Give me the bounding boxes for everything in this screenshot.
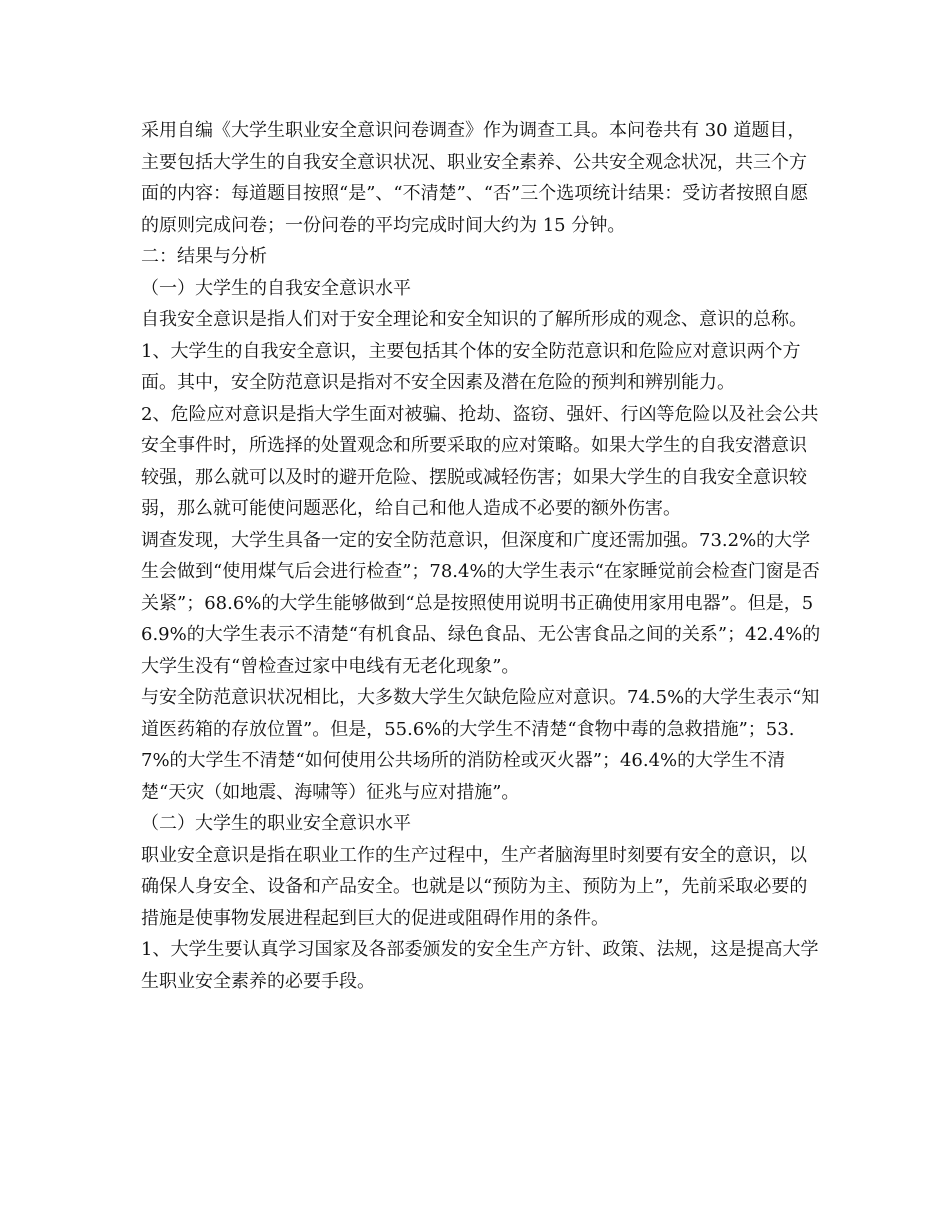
paragraph-risk-response: 与安全防范意识状况相比，大多数大学生欠缺危险应对意识。74.5%的大学生表示“知道医药箱的存放位置”。但是，55.6%的大学生不清楚“食物中毒的急救措施”；53.7%的大学生不清楚“如何使用公共场所的消防栓或灭火器”；46.4%的大学生不清楚“天灾（如地震、海啸等）征兆与应对措施”。 xyxy=(141,687,820,803)
subsection-heading-self-safety: （一）大学生的自我安全意识水平 xyxy=(141,277,411,299)
paragraph-survey-findings: 调查发现，大学生具备一定的安全防范意识，但深度和广度还需加强。73.2%的大学生会做到“使用煤气后会进行检查”；78.4%的大学生表示“在家睡觉前会检查门窗是否关紧”；68.6%的大学生能够做到“总是按照使用说明书正确使用家用电器”。但是，56.9%的大学生表示不清楚“有机食品、绿色食品、无公害食品之间的关系”；42.4%的大学生没有“曾检查过家中电线有无老化现象”。 xyxy=(141,529,821,677)
paragraph-point-2: 2、危险应对意识是指大学生面对被骗、抢劫、盗窃、强奸、行凶等危险以及社会公共安全事件时，所选择的处置观念和所要采取的应对策略。如果大学生的自我安潜意识较强，那么就可以及时的避开危险、摆脱或减轻伤害；如果大学生的自我安全意识较弱，那么就可能使问题恶化，给自己和他人造成不必要的额外伤害。 xyxy=(141,403,819,519)
paragraph-survey-tool: 采用自编《大学生职业安全意识问卷调查》作为调查工具。本问卷共有 30 道题目，主要包括大学生的自我安全意识状况、职业安全素养、公共安全观念状况，共三个方面的内容：每道题目按照“是”、“不清楚”、“否”三个选项统计结果：受访者按照自愿的原则完成问卷；一份问卷的平均完成时间大约为 15 分钟。 xyxy=(141,120,809,236)
document-body xyxy=(141,115,821,997)
subsection-heading-occupational-safety: （二）大学生的职业安全意识水平 xyxy=(141,813,411,834)
section-heading-results: 二：结果与分析 xyxy=(141,246,267,267)
paragraph-point-1: 1、大学生的自我安全意识，主要包括其个体的安全防范意识和危险应对意识两个方面。其中，安全防范意识是指对不安全因素及潜在危险的预判和辨别能力。 xyxy=(141,340,801,393)
paragraph-occupational-definition: 职业安全意识是指在职业工作的生产过程中，生产者脑海里时刻要有安全的意识，以确保人身安全、设备和产品安全。也就是以“预防为主、预防为上”，先前采取必要的措施是使事物发展进程起到巨大的促进或阻碍作用的条件。 xyxy=(141,844,808,929)
paragraph-occupational-point-1: 1、大学生要认真学习国家及各部委颁发的安全生产方针、政策、法规，这是提高大学生职业安全素养的必要手段。 xyxy=(141,939,819,992)
paragraph-self-safety-definition: 自我安全意识是指人们对于安全理论和安全知识的了解所形成的观念、意识的总称。 xyxy=(141,309,807,330)
